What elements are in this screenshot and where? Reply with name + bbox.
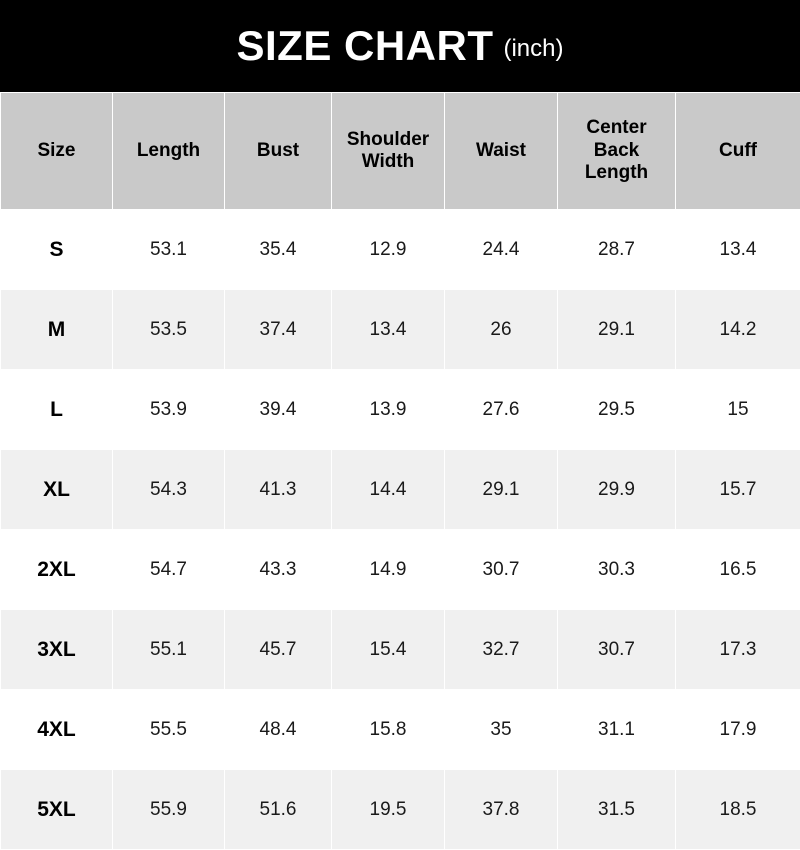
cell-waist: 35 xyxy=(445,690,558,770)
cell-bust: 35.4 xyxy=(225,210,332,290)
cell-center-back-length: 31.1 xyxy=(558,690,676,770)
cell-waist: 29.1 xyxy=(445,450,558,530)
cell-shoulder-width: 14.9 xyxy=(332,530,445,610)
column-header-size-line1: Size xyxy=(37,140,75,161)
cell-cuff: 17.3 xyxy=(676,610,800,690)
cell-length: 53.5 xyxy=(113,290,225,370)
cell-shoulder-width: 14.4 xyxy=(332,450,445,530)
table-row xyxy=(1,210,800,290)
column-header-cuff-line1: Cuff xyxy=(719,140,757,161)
column-header-shoulder-width xyxy=(332,93,445,210)
cell-length: 55.1 xyxy=(113,610,225,690)
cell-waist: 27.6 xyxy=(445,370,558,450)
unit-label: (inch) xyxy=(503,37,563,61)
cell-waist: 30.7 xyxy=(445,530,558,610)
table-row xyxy=(1,290,800,370)
cell-length: 53.9 xyxy=(113,370,225,450)
column-header-center-back-length xyxy=(558,93,676,210)
column-header-cbl-line1: Center xyxy=(586,117,646,138)
column-header-bust-line1: Bust xyxy=(257,140,299,161)
cell-cuff: 14.2 xyxy=(676,290,800,370)
cell-shoulder-width: 13.4 xyxy=(332,290,445,370)
cell-bust: 43.3 xyxy=(225,530,332,610)
table-row xyxy=(1,370,800,450)
cell-center-back-length: 30.7 xyxy=(558,610,676,690)
cell-size: M xyxy=(1,290,113,370)
cell-cuff: 15.7 xyxy=(676,450,800,530)
cell-center-back-length: 30.3 xyxy=(558,530,676,610)
cell-shoulder-width: 15.4 xyxy=(332,610,445,690)
cell-cuff: 13.4 xyxy=(676,210,800,290)
column-header-waist-line1: Waist xyxy=(476,140,526,161)
cell-waist: 26 xyxy=(445,290,558,370)
column-header-cuff xyxy=(676,93,800,210)
cell-length: 55.5 xyxy=(113,690,225,770)
cell-length: 53.1 xyxy=(113,210,225,290)
cell-size: 3XL xyxy=(1,610,113,690)
cell-center-back-length: 28.7 xyxy=(558,210,676,290)
column-header-bust xyxy=(225,93,332,210)
cell-shoulder-width: 19.5 xyxy=(332,770,445,850)
column-header-size xyxy=(1,93,113,210)
cell-cuff: 18.5 xyxy=(676,770,800,850)
cell-cuff: 17.9 xyxy=(676,690,800,770)
page-title: SIZE CHART xyxy=(236,25,493,67)
cell-waist: 32.7 xyxy=(445,610,558,690)
cell-shoulder-width: 15.8 xyxy=(332,690,445,770)
column-header-shoulder-width-line2: Width xyxy=(362,151,415,172)
table-row xyxy=(1,450,800,530)
cell-length: 54.3 xyxy=(113,450,225,530)
cell-cuff: 15 xyxy=(676,370,800,450)
cell-bust: 51.6 xyxy=(225,770,332,850)
cell-center-back-length: 29.1 xyxy=(558,290,676,370)
column-header-cbl-line2: Back xyxy=(594,140,639,161)
cell-waist: 24.4 xyxy=(445,210,558,290)
cell-center-back-length: 31.5 xyxy=(558,770,676,850)
cell-length: 54.7 xyxy=(113,530,225,610)
cell-length: 55.9 xyxy=(113,770,225,850)
cell-size: 2XL xyxy=(1,530,113,610)
cell-waist: 37.8 xyxy=(445,770,558,850)
cell-bust: 37.4 xyxy=(225,290,332,370)
cell-bust: 48.4 xyxy=(225,690,332,770)
size-chart-table xyxy=(0,92,800,850)
cell-shoulder-width: 13.9 xyxy=(332,370,445,450)
cell-bust: 39.4 xyxy=(225,370,332,450)
chart-title-band xyxy=(0,0,800,92)
column-header-length xyxy=(113,93,225,210)
table-row xyxy=(1,690,800,770)
table-header-row xyxy=(1,93,800,210)
cell-size: L xyxy=(1,370,113,450)
cell-cuff: 16.5 xyxy=(676,530,800,610)
cell-size: S xyxy=(1,210,113,290)
column-header-length-line1: Length xyxy=(137,140,200,161)
table-row xyxy=(1,610,800,690)
column-header-shoulder-width-line1: Shoulder xyxy=(347,129,429,150)
column-header-cbl-line3: Length xyxy=(585,162,648,183)
cell-size: 5XL xyxy=(1,770,113,850)
table-row xyxy=(1,770,800,850)
column-header-waist xyxy=(445,93,558,210)
cell-shoulder-width: 12.9 xyxy=(332,210,445,290)
table-row xyxy=(1,530,800,610)
cell-bust: 41.3 xyxy=(225,450,332,530)
cell-size: 4XL xyxy=(1,690,113,770)
cell-center-back-length: 29.9 xyxy=(558,450,676,530)
cell-center-back-length: 29.5 xyxy=(558,370,676,450)
table-body xyxy=(1,210,800,850)
cell-bust: 45.7 xyxy=(225,610,332,690)
cell-size: XL xyxy=(1,450,113,530)
